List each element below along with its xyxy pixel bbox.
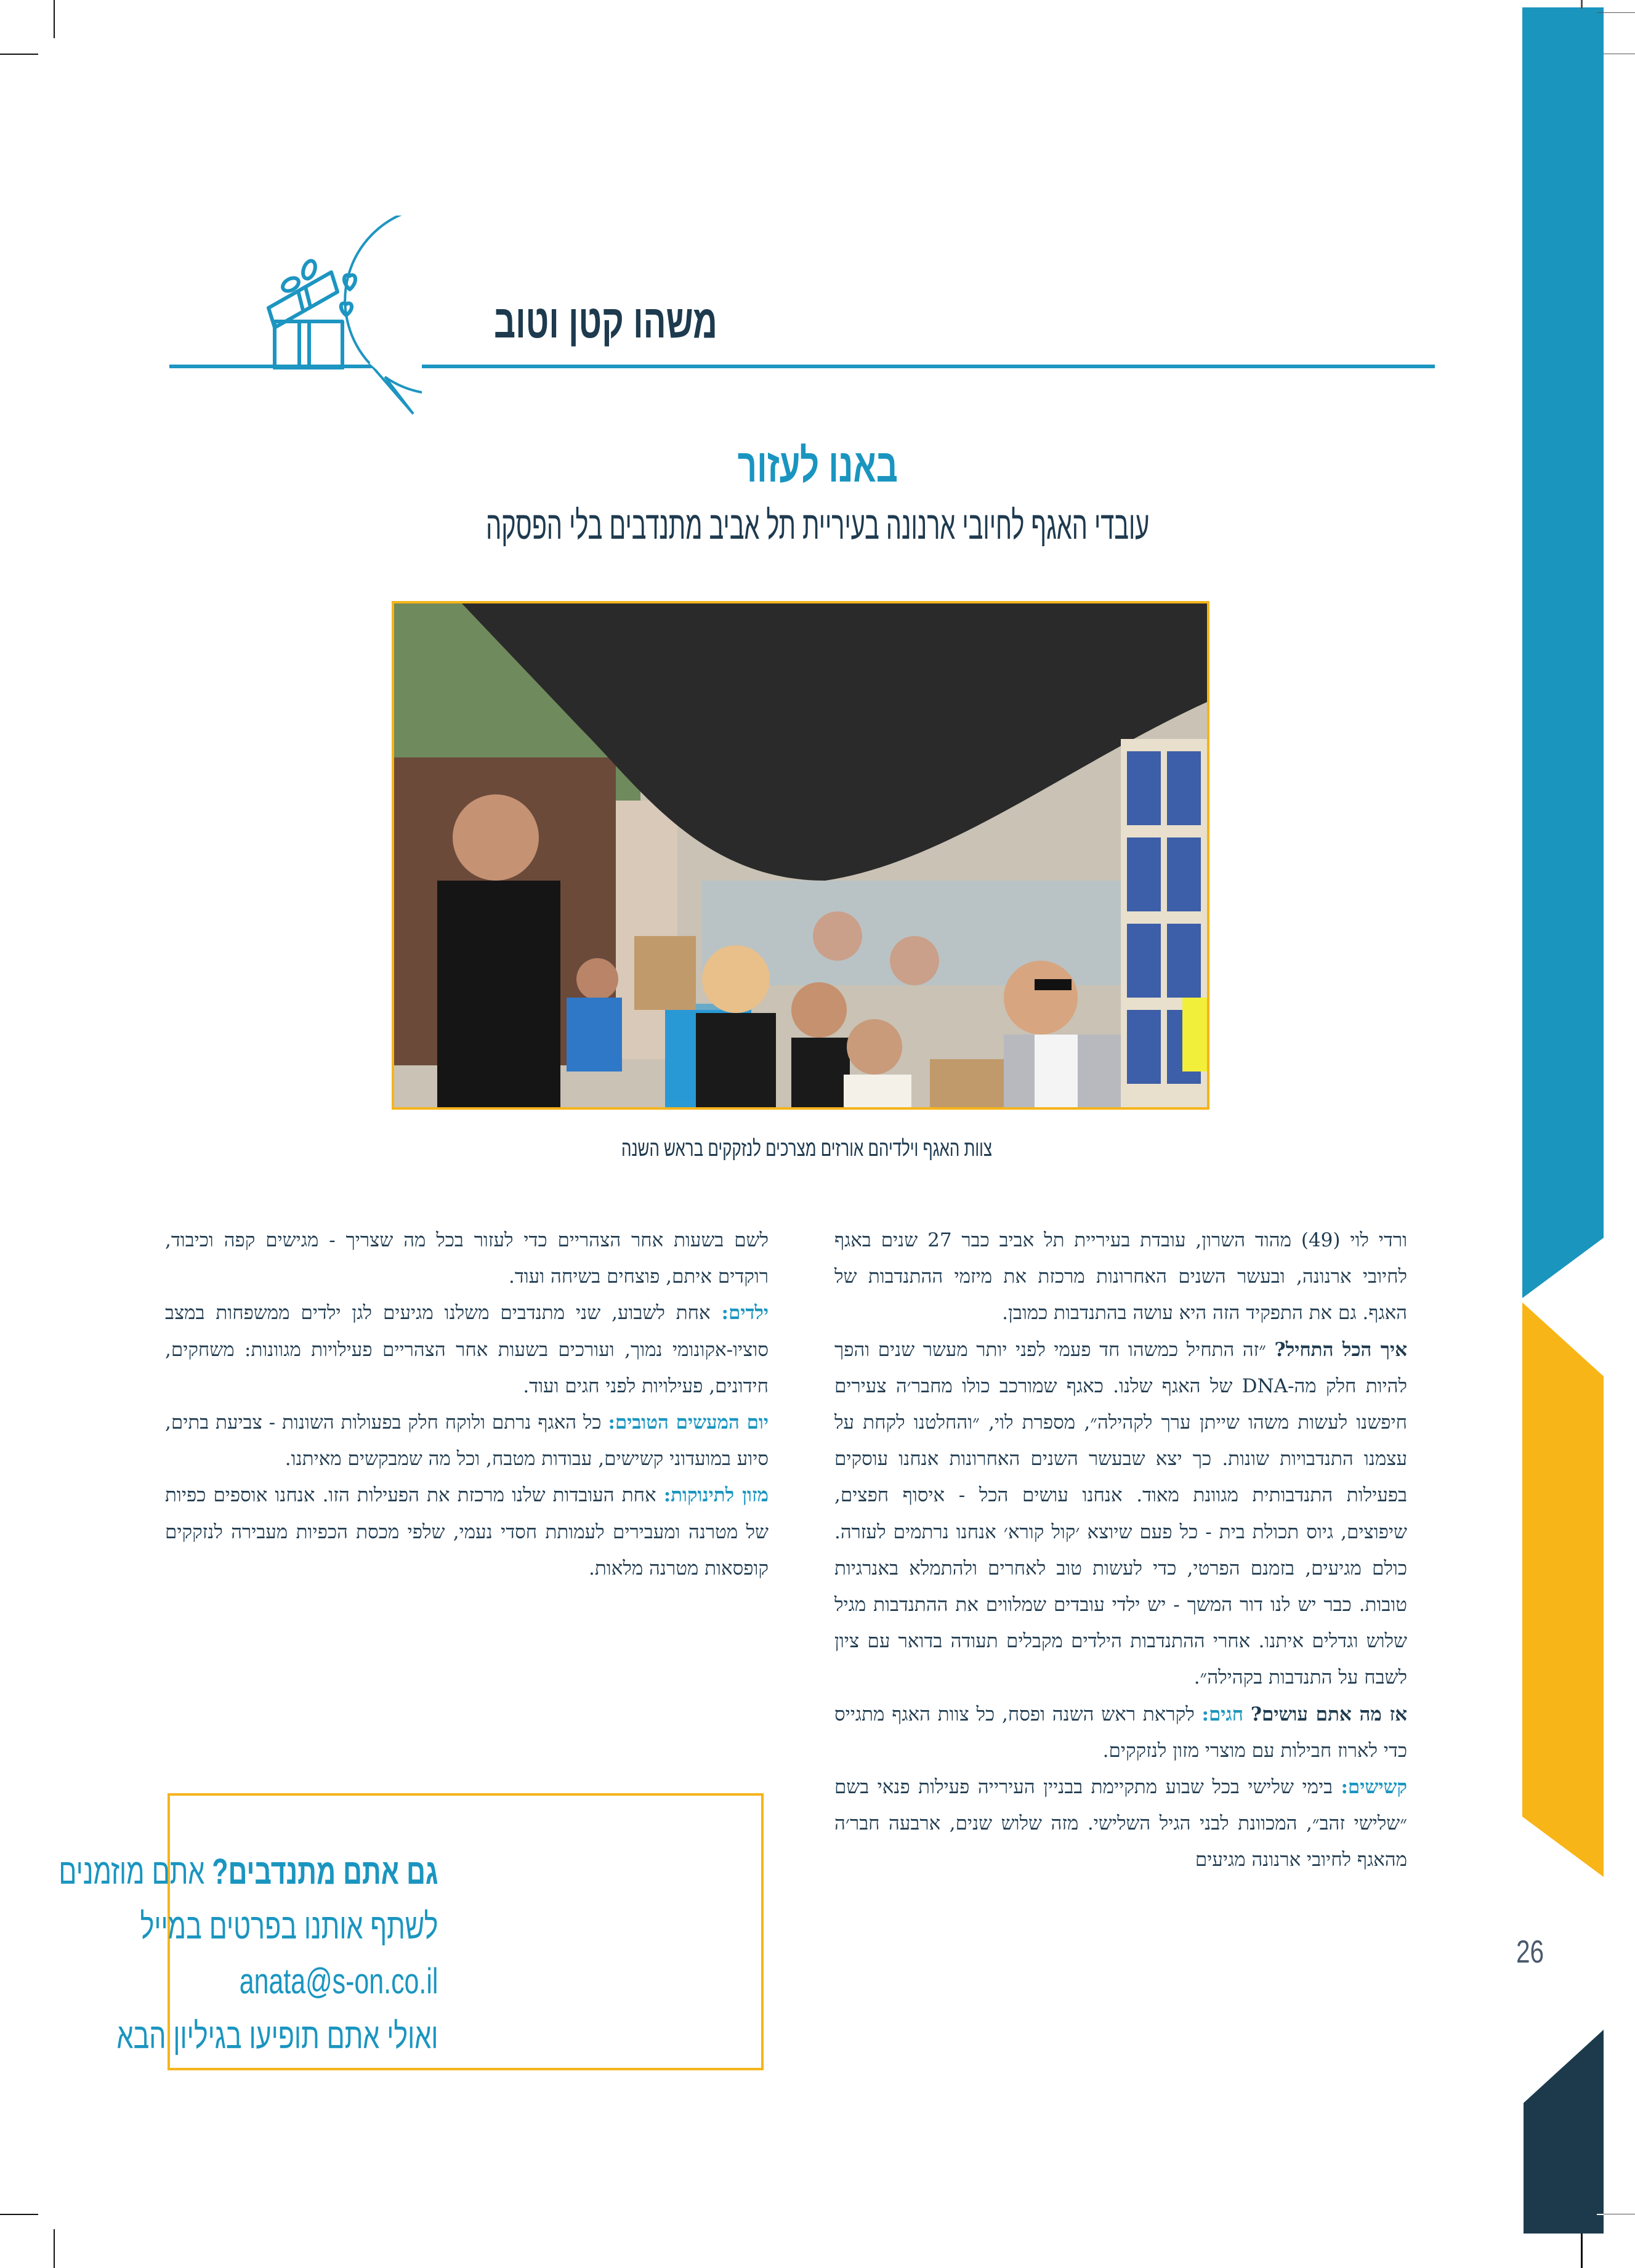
article-subtitle-text: עובדי האגף לחיובי ארנונה בעיריית תל אביב מתנדבים בלי הפסקה — [485, 503, 1150, 547]
how-it-started-paragraph — [834, 1332, 1407, 1697]
crop-mark-bottom-left-h — [0, 2214, 38, 2215]
volunteers-photo — [392, 601, 1209, 1110]
elderly-continued-paragraph: לשם בשעות אחר הצהריים כדי לעזור בכל מה שצריך - מגישים קפה וכיבוד, רוקדים איתם, פוצחים בשיחה ועוד. — [165, 1229, 769, 1288]
article-column-right — [834, 1222, 1407, 1879]
invite-line-4: ואולי אתם תופיעו בגיליון הבא — [116, 2016, 438, 2056]
invite-line-2: לשתף אותנו בפרטים במייל — [140, 1907, 438, 1947]
invite-question: גם אתם מתנדבים? — [211, 1852, 438, 1892]
volunteers-photo-illustration — [394, 603, 1207, 1107]
invite-line-1-rest: אתם מוזמנים — [59, 1852, 212, 1892]
volunteer-invite-text — [59, 1844, 438, 2064]
question-how-it-started: איך הכל התחיל? — [1274, 1338, 1407, 1361]
elderly-text: בימי שלישי בכל שבוע מתקיימת בבניין העירייה פעילות פנאי בשם ״שלישי זהב״, המכוונת לבני הגיל השלישי. מזה שלוש שנים, ארבעה חבר׳ה מהאגף לחיובי ארנונה מגיעים — [834, 1776, 1407, 1871]
photo-caption-text: צוות האגף וילדיהם אורזים מצרכים לנזקקים בראש השנה — [621, 1136, 992, 1161]
good-deeds-text: כל האגף נרתם ולוקח חלק בפעולות השונות - צביעת בתים, סיוע במועדוני קשישים, עבודות מטבח, וכל מה שמבקשים מאיתנו. — [165, 1411, 769, 1471]
article-title-text: באנו לעזור — [737, 440, 898, 492]
article-column-left — [165, 1222, 769, 1587]
section-title: משהו קטן וטוב — [494, 296, 717, 348]
kids-paragraph — [165, 1295, 769, 1405]
blue-side-bar — [1522, 7, 1604, 1298]
crop-mark-top-left-v — [54, 0, 55, 38]
baby-food-text: אחת העובדות שלנו מרכזת את הפעילות הזו. אנחנו אוספים כפיות של מטרנה ומעבירים לעמותת חסדי נעמי, שלפי מכסת הכפיות מעבירה לנזקקים קופסאות מטרנה מלאות. — [165, 1484, 769, 1580]
navy-side-bar — [1524, 2030, 1604, 2234]
elderly-paragraph — [834, 1769, 1407, 1879]
kids-label: ילדים: — [721, 1302, 769, 1325]
article-title — [0, 438, 1635, 494]
crop-mark-bottom-right-v — [1581, 2229, 1583, 2268]
gift-box-hearts-icon — [265, 259, 369, 369]
crop-mark-top-left-h — [0, 54, 38, 55]
kids-text: אחת לשבוע, שני מתנדבים משלנו מגיעים לגן ילדים ממשפחות במצב סוציו-אקונומי נמוך, ועורכים בשעות אחר הצהריים פעילויות מגוונות: משחקים, חידונים, פעילויות לפני חגים ועוד. — [165, 1302, 769, 1397]
invite-line-1 — [59, 1844, 438, 1899]
crop-mark-bottom-left-v — [54, 2229, 55, 2268]
page-number: 26 — [1516, 1934, 1544, 1970]
holidays-label: חגים: — [1201, 1703, 1243, 1725]
crop-mark-top-right-v — [1581, 0, 1583, 38]
good-deeds-label: יום המעשים הטובים: — [608, 1411, 769, 1434]
holidays-paragraph — [834, 1697, 1407, 1769]
question-what-do-you-do: אז מה אתם עושים? — [1250, 1703, 1407, 1725]
how-it-started-text: ״זה התחיל כמשהו חד פעמי לפני יותר מעשר שנים והפך להיות חלק מה-DNA של האגף שלנו. כאגף שמורכב כולו מחבר׳ה צעירים חיפשנו לעשות משהו שייתן ערך לקהילה״, מספרת לוי, ״והחלטנו לקחת על עצמנו התנדבויות שונות. כך יצא שבעשר השנים האחרונות אנחנו עוסקים בפעילות התנדבותית מגוונת מאוד. אנחנו עושים הכל - איסוף חפצים, שיפוצים, גיוס תכולת בית - כל פעם שיוצא ׳קול קורא׳ אנחנו נרתמים לעזרה. כולם מגיעים, בזמנם הפרטי, כדי לעשות טוב לאחרים ולהתמלא באנרגיות טובות. כבר יש לנו דור המשך - יש ילדי עובדים שמלווים את ההתנדבות מגיל שלוש וגדלים איתנו. אחרי ההתנדבות הילדים מקבלים תעודה בדואר עם ציון לשבח על התנדבות בקהילה״. — [834, 1338, 1407, 1689]
baby-food-paragraph — [165, 1477, 769, 1587]
photo-caption — [0, 1133, 1613, 1164]
baby-food-label: מזון לתינוקות: — [663, 1484, 769, 1507]
volunteer-invite-box — [59, 1793, 764, 2070]
good-deeds-paragraph — [165, 1405, 769, 1477]
contact-email-link[interactable]: anata@s-on.co.il — [239, 1961, 438, 2001]
elderly-label: קשישים: — [1341, 1776, 1407, 1799]
intro-paragraph: ורדי לוי (49) מהוד השרון, עובדת בעיריית תל אביב כבר 27 שנים באגף לחיובי ארנונה, ובעשר השנים האחרונות מרכזת את מיזמי ההתנדבות של האגף. גם את התפקיד הזה היא עושה בהתנדבות כמובן. — [834, 1229, 1408, 1325]
holidays-text: לקראת ראש השנה ופסח, כל צוות האגף מתגייס כדי לארוז חבילות עם מוצרי מזון לנזקקים. — [834, 1703, 1407, 1762]
yellow-side-bar — [1522, 1302, 1604, 1877]
article-subtitle — [0, 498, 1635, 553]
